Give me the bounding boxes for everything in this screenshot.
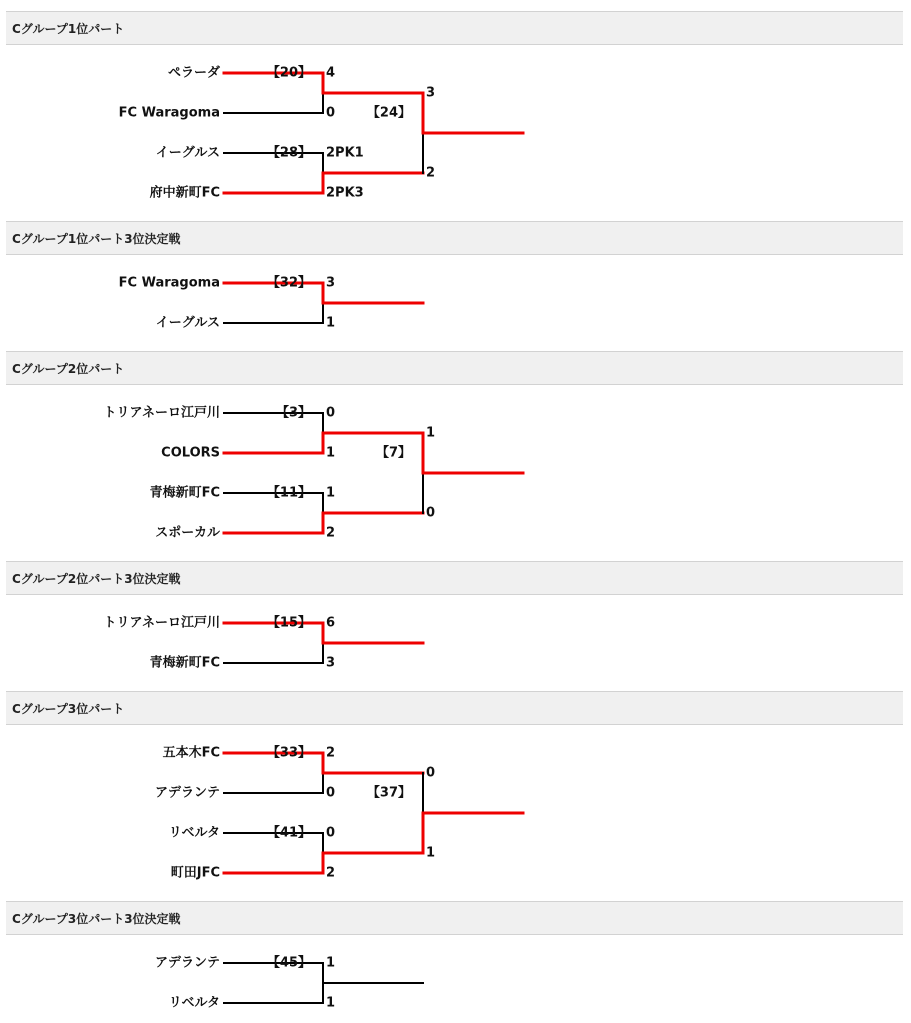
section-title: Cグループ3位パート3位決定戦 bbox=[12, 912, 181, 926]
score: 1 bbox=[326, 955, 336, 971]
match-number: 【32】 bbox=[266, 275, 311, 291]
score: 0 bbox=[326, 405, 336, 421]
section-title: Cグループ2位パート bbox=[12, 362, 125, 376]
score: 2PK3 bbox=[326, 185, 364, 201]
team-name: ペラーダ bbox=[167, 65, 220, 81]
team-name: アデランテ bbox=[154, 955, 220, 971]
match-number: 【28】 bbox=[266, 145, 311, 161]
score: 4 bbox=[326, 65, 336, 81]
match-number: 【20】 bbox=[266, 65, 311, 81]
match-number: 【15】 bbox=[266, 615, 311, 631]
score: 2 bbox=[426, 165, 436, 181]
score: 1 bbox=[326, 485, 336, 501]
score: 1 bbox=[326, 445, 336, 461]
team-name: リベルタ bbox=[168, 995, 220, 1011]
match-number: 【7】 bbox=[375, 445, 411, 461]
section-title: Cグループ2位パート3位決定戦 bbox=[12, 572, 181, 586]
score: 2 bbox=[326, 865, 336, 881]
team-name: COLORS bbox=[161, 445, 220, 461]
score: 2 bbox=[326, 745, 336, 761]
team-name: 町田JFC bbox=[170, 865, 220, 881]
team-name: トリアネーロ江戸川 bbox=[103, 405, 220, 421]
team-name: 青梅新町FC bbox=[149, 485, 220, 501]
score: 0 bbox=[426, 505, 436, 521]
score: 2 bbox=[326, 525, 336, 541]
team-name: 五本木FC bbox=[162, 745, 220, 761]
score: 1 bbox=[326, 315, 336, 331]
section-title: Cグループ1位パート bbox=[12, 22, 125, 36]
match-number: 【33】 bbox=[266, 745, 311, 761]
score: 3 bbox=[326, 275, 336, 291]
match-number: 【11】 bbox=[266, 485, 311, 501]
team-name: イーグルス bbox=[155, 145, 220, 161]
score: 0 bbox=[326, 785, 336, 801]
team-name: スポーカル bbox=[155, 525, 220, 541]
match-number: 【3】 bbox=[275, 405, 311, 421]
match-number: 【37】 bbox=[366, 785, 411, 801]
score: 1 bbox=[426, 845, 436, 861]
team-name: FC Waragoma bbox=[118, 105, 220, 121]
score: 3 bbox=[326, 655, 336, 671]
score: 2PK1 bbox=[326, 145, 364, 161]
score: 0 bbox=[326, 105, 336, 121]
match-number: 【45】 bbox=[266, 955, 311, 971]
section-title: Cグループ1位パート3位決定戦 bbox=[12, 232, 181, 246]
score: 3 bbox=[426, 85, 436, 101]
match-number: 【24】 bbox=[366, 105, 411, 121]
score: 6 bbox=[326, 615, 336, 631]
team-name: 府中新町FC bbox=[149, 185, 220, 201]
score: 0 bbox=[326, 825, 336, 841]
team-name: トリアネーロ江戸川 bbox=[103, 615, 220, 631]
team-name: 青梅新町FC bbox=[149, 655, 220, 671]
score: 0 bbox=[426, 765, 436, 781]
team-name: リベルタ bbox=[168, 825, 220, 841]
team-name: イーグルス bbox=[155, 315, 220, 331]
section-title: Cグループ3位パート bbox=[12, 702, 125, 716]
team-name: FC Waragoma bbox=[118, 275, 220, 291]
score: 1 bbox=[326, 995, 336, 1011]
score: 1 bbox=[426, 425, 436, 441]
match-number: 【41】 bbox=[266, 825, 311, 841]
team-name: アデランテ bbox=[154, 785, 220, 801]
